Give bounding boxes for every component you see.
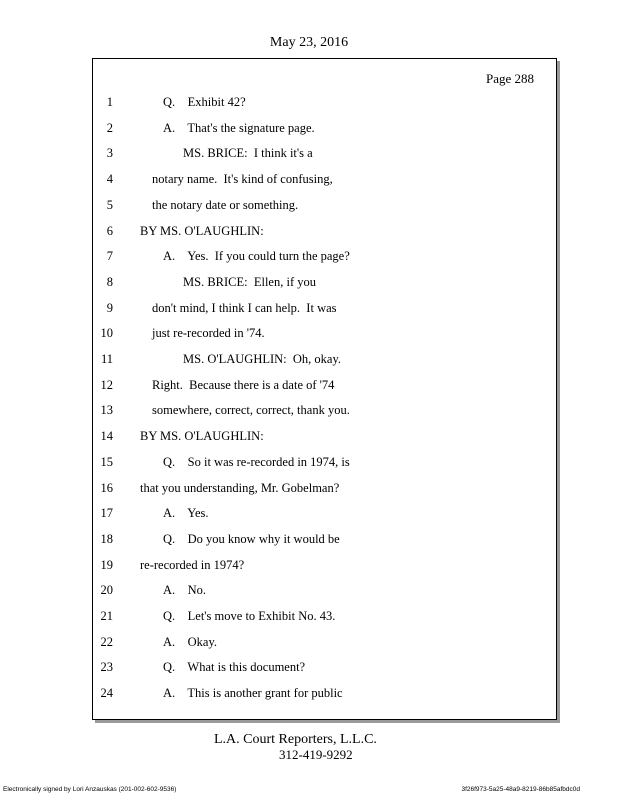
transcript-line — [93, 556, 556, 574]
line-text: Q. Exhibit 42? — [163, 95, 246, 109]
line-number: 24 — [100, 686, 113, 701]
transcript-line — [93, 530, 556, 548]
reporter-company: L.A. Court Reporters, L.L.C. — [214, 732, 377, 747]
line-number: 14 — [100, 429, 113, 444]
line-text: A. Yes. If you could turn the page? — [163, 249, 350, 264]
line-text: A. No. — [163, 583, 207, 598]
transcript-line — [93, 324, 556, 342]
transcript-line — [93, 119, 556, 137]
line-text: Q. What is this document? — [163, 660, 306, 675]
line-number: 4 — [106, 172, 113, 187]
line-text: don't mind, I think I can help. It was — [152, 300, 337, 315]
line-number: 10 — [100, 326, 113, 341]
document-hash: 3f26f973-5a25-48a9-8219-86b85afbdc0d — [461, 786, 580, 793]
line-number: 16 — [100, 480, 113, 495]
transcript-line — [93, 273, 556, 291]
line-number: 13 — [100, 403, 113, 418]
line-text: MS. BRICE: I think it's a — [183, 146, 313, 161]
line-text: BY MS. O'LAUGHLIN: — [140, 429, 264, 444]
transcript-line — [93, 684, 556, 702]
transcript-line — [93, 93, 556, 111]
transcript-line — [93, 427, 556, 445]
line-text: A. That's the signature page. — [163, 120, 315, 135]
line-text: A. Yes. — [163, 506, 209, 521]
transcript-line — [93, 350, 556, 368]
page-number: Page 288 — [485, 71, 534, 86]
line-text: Q. So it was re-recorded in 1974, is — [163, 454, 350, 469]
e-signature-note: Electronically signed by Lori Anzauskas (201-002-602-9536) — [3, 786, 177, 793]
line-text: BY MS. O'LAUGHLIN: — [140, 223, 264, 238]
transcript-line — [93, 607, 556, 625]
line-text: Q. Do you know why it would be — [163, 531, 340, 546]
transcript-line — [93, 453, 556, 471]
transcript-line — [93, 633, 556, 651]
line-number: 5 — [106, 197, 113, 212]
line-text: Right. Because there is a date of '74 — [152, 377, 335, 392]
transcript-line — [93, 376, 556, 394]
line-number: 3 — [106, 146, 113, 161]
line-text: somewhere, correct, correct, thank you. — [152, 403, 350, 418]
line-text: that you understanding, Mr. Gobelman? — [140, 480, 340, 495]
line-text: A. This is another grant for public — [163, 686, 343, 701]
line-number: 1 — [106, 95, 113, 109]
transcript-date: May 23, 2016 — [269, 35, 349, 50]
line-number: 8 — [106, 274, 113, 289]
transcript-line — [93, 196, 556, 214]
line-number: 19 — [100, 557, 113, 572]
line-number: 22 — [100, 634, 113, 649]
line-number: 23 — [100, 660, 113, 675]
line-text: A. Okay. — [163, 634, 218, 649]
line-number: 12 — [100, 377, 113, 392]
transcript-line — [93, 479, 556, 497]
transcript-line — [93, 144, 556, 162]
line-number: 17 — [100, 506, 113, 521]
line-number: 15 — [100, 454, 113, 469]
transcript-page — [92, 58, 557, 720]
transcript-line — [93, 504, 556, 522]
line-number: 18 — [100, 531, 113, 546]
line-number: 7 — [106, 249, 113, 264]
line-text: just re-recorded in '74. — [152, 326, 265, 341]
line-number: 6 — [106, 223, 113, 238]
transcript-line — [93, 658, 556, 676]
transcript-line — [93, 581, 556, 599]
line-text: notary name. It's kind of confusing, — [152, 172, 333, 187]
line-number: 11 — [100, 352, 113, 366]
reporter-phone: 312-419-9292 — [279, 747, 353, 762]
transcript-line — [93, 247, 556, 265]
transcript-line — [93, 401, 556, 419]
line-text: MS. O'LAUGHLIN: Oh, okay. — [183, 352, 342, 366]
transcript-line — [93, 170, 556, 188]
line-text: the notary date or something. — [152, 197, 299, 212]
transcript-line — [93, 299, 556, 317]
line-number: 21 — [100, 609, 113, 623]
line-number: 9 — [106, 300, 113, 315]
line-number: 2 — [106, 120, 113, 135]
line-text: re-recorded in 1974? — [140, 557, 245, 572]
line-number: 20 — [100, 583, 113, 598]
transcript-line — [93, 222, 556, 240]
line-text: MS. BRICE: Ellen, if you — [183, 274, 316, 289]
line-text: Q. Let's move to Exhibit No. 43. — [163, 609, 336, 623]
